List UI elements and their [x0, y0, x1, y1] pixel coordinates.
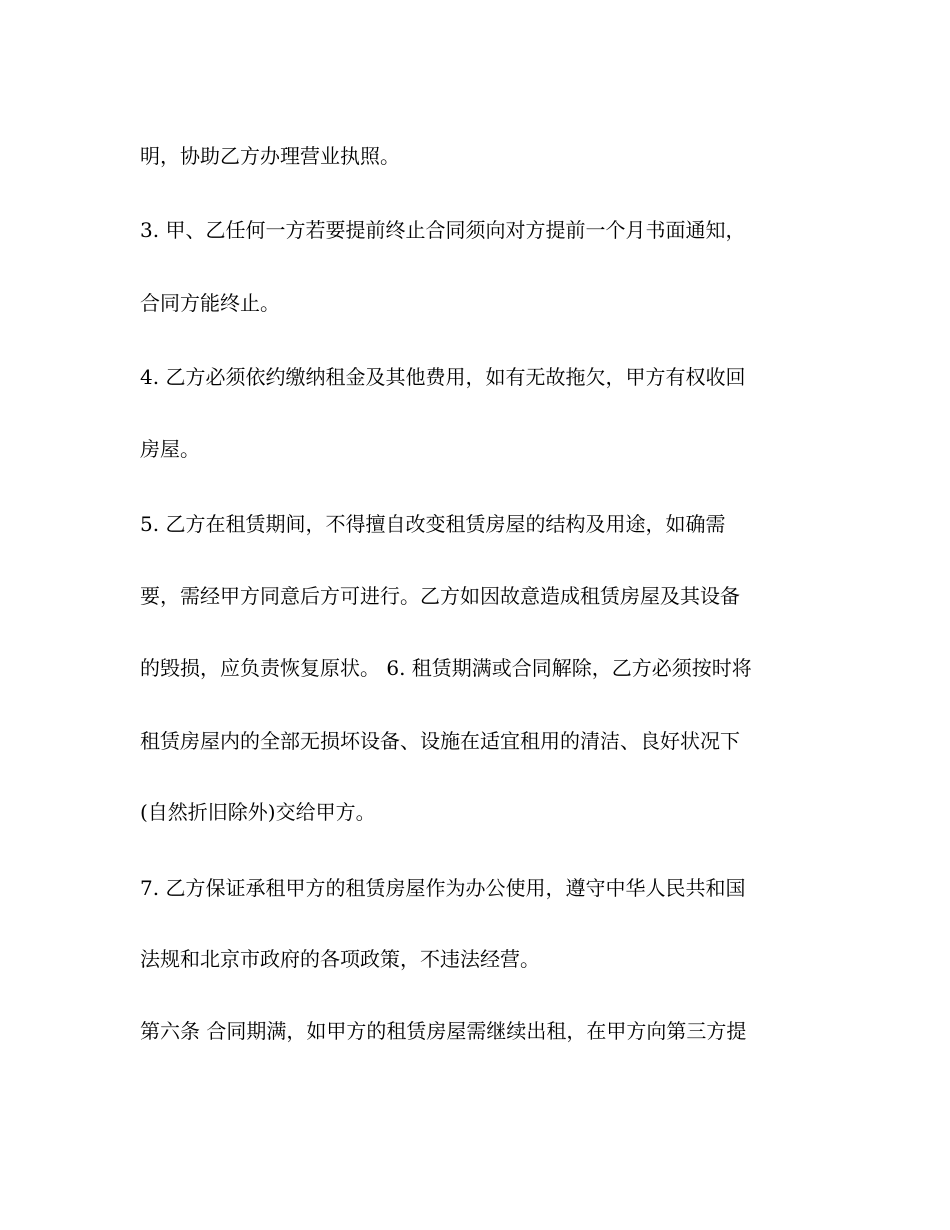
- text-line: 3. 甲、乙任何一方若要提前终止合同须向对方提前一个月书面通知，: [140, 218, 746, 242]
- text-line: 法规和北京市政府的各项政策，不违法经营。: [140, 947, 540, 971]
- text-line: 5. 乙方在租赁期间，不得擅自改变租赁房屋的结构及用途，如确需: [140, 512, 726, 536]
- text-line: 4. 乙方必须依约缴纳租金及其他费用，如有无故拖欠，甲方有权收回: [140, 365, 746, 389]
- text-line: (自然折旧除外)交给甲方。: [140, 800, 376, 824]
- text-line: 合同方能终止。: [140, 291, 280, 315]
- text-line: 第六条 合同期满，如甲方的租赁房屋需继续出租，在甲方向第三方提: [140, 1019, 747, 1043]
- text-line: 房屋。: [140, 437, 200, 461]
- text-line: 明，协助乙方办理营业执照。: [140, 144, 400, 168]
- text-line: 7. 乙方保证承租甲方的租赁房屋作为办公使用，遵守中华人民共和国: [140, 876, 746, 900]
- text-line: 的毁损，应负责恢复原状。 6. 租赁期满或合同解除，乙方必须按时将: [140, 656, 752, 680]
- text-line: 租赁房屋内的全部无损坏设备、设施在适宜租用的清洁、良好状况下: [140, 729, 740, 753]
- text-line: 要，需经甲方同意后方可进行。乙方如因故意造成租赁房屋及其设备: [140, 584, 740, 608]
